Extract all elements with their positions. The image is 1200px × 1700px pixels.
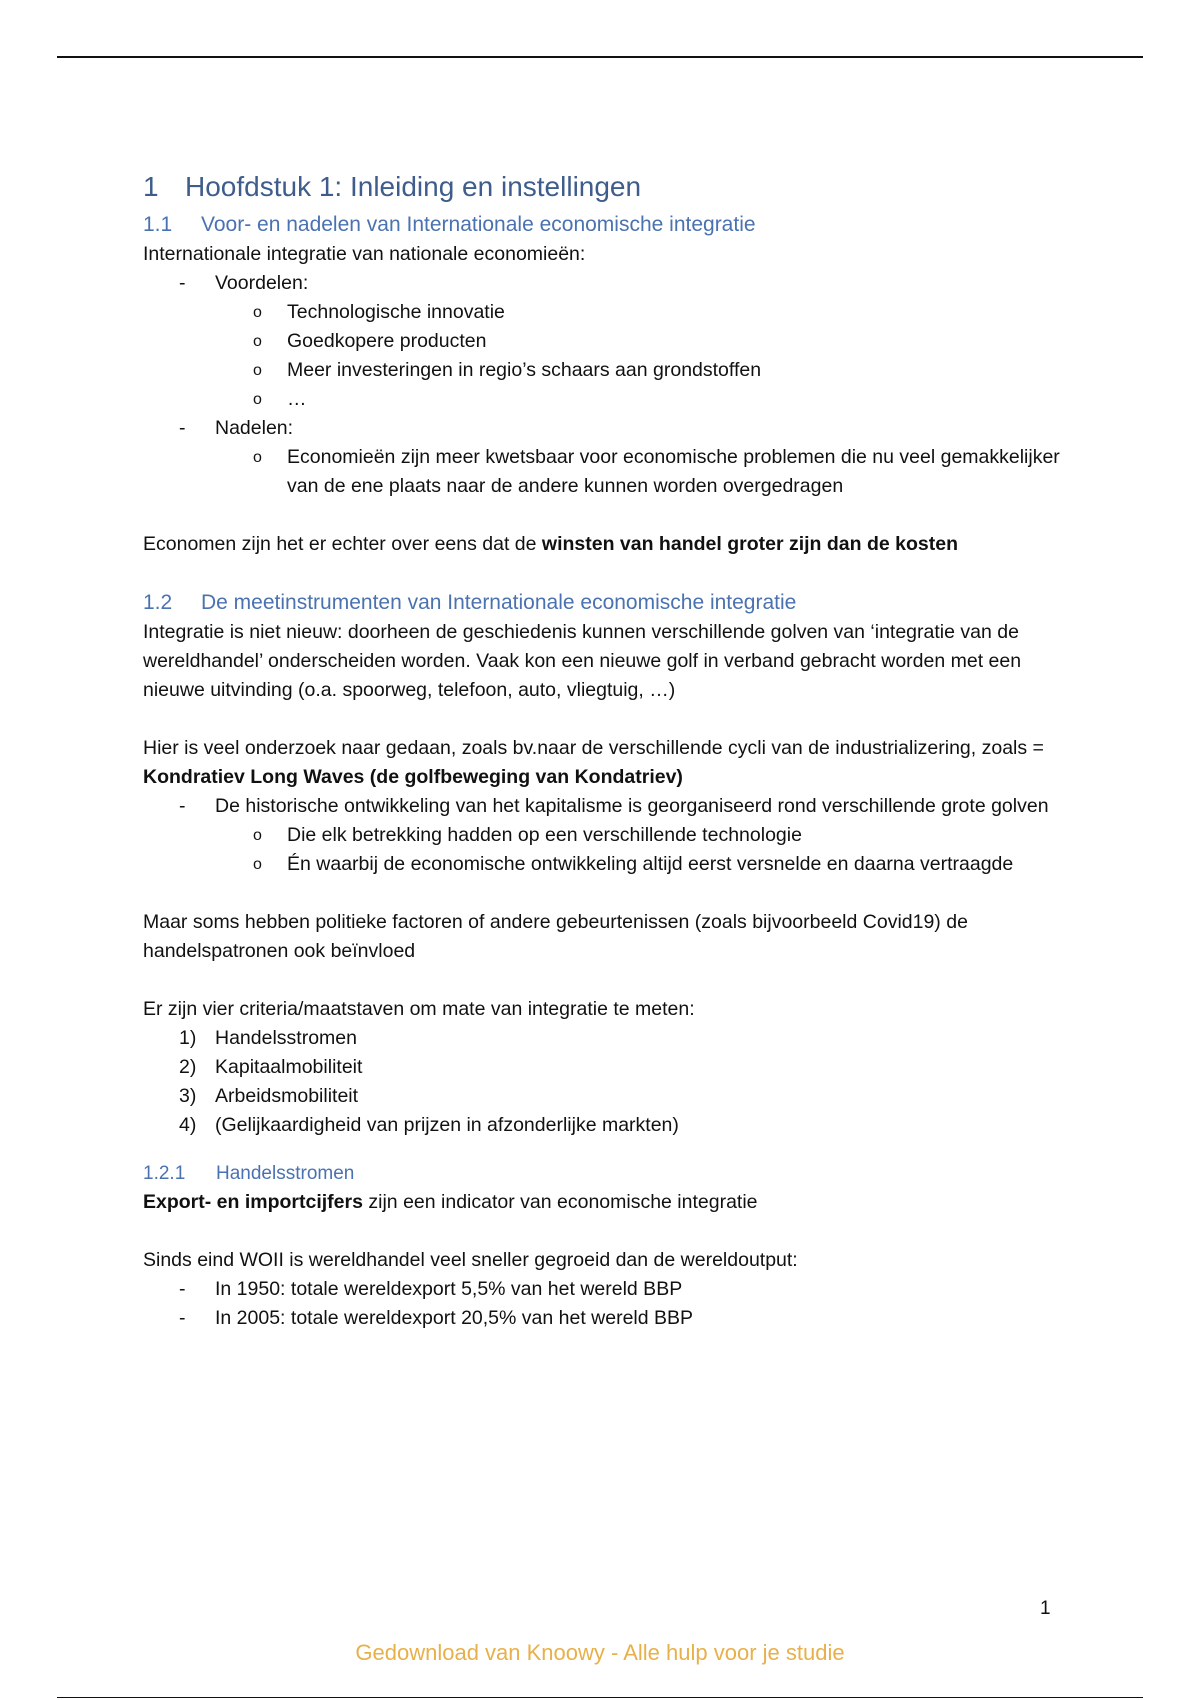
download-footer: Gedownload van Knoowy - Alle hulp voor je studie xyxy=(355,1640,845,1665)
paragraph: Export- en importcijfers zijn een indicator van economische integratie xyxy=(143,1191,758,1213)
list-item: o Én waarbij de economische ontwikkeling altijd eerst versnelde en daarna vertraagde xyxy=(253,853,1014,875)
dash-list xyxy=(143,414,1073,443)
conclusion-paragraph: Economen zijn het er echter over eens dat de winsten van handel groter zijn dan de kosten xyxy=(143,533,958,555)
sub-list-advantages xyxy=(143,298,1073,414)
chapter-heading: 1 Hoofdstuk 1: Inleiding en instellingen xyxy=(143,171,642,202)
dash-list xyxy=(143,792,1073,821)
list-item: o Goedkopere producten xyxy=(253,330,487,352)
page-content xyxy=(143,168,1073,1333)
paragraph: Er zijn vier criteria/maatstaven om mate van integratie te meten: xyxy=(143,998,695,1020)
list-item: - In 2005: totale wereldexport 20,5% van het wereld BBP xyxy=(179,1307,694,1329)
list-item: - In 1950: totale wereldexport 5,5% van het wereld BBP xyxy=(179,1278,683,1300)
list-item: o Technologische innovatie xyxy=(253,301,505,323)
list-item: o Die elk betrekking hadden op een verschillende technologie xyxy=(253,824,802,846)
list-item: o … xyxy=(253,388,307,410)
section-1-1-heading: 1.1 Voor- en nadelen van Internationale economische integratie xyxy=(143,213,756,236)
paragraph: Hier is veel onderzoek naar gedaan, zoals bv.naar de verschillende cycli van de industrializering, zoals = Kondratiev Long Waves (de golfbeweging van Kondatriev) xyxy=(143,737,1044,788)
paragraph: Sinds eind WOII is wereldhandel veel sneller gegroeid dan de wereldoutput: xyxy=(143,1249,798,1271)
criteria-list xyxy=(143,1024,1073,1140)
header-rule xyxy=(57,56,1143,58)
list-item: 4) (Gelijkaardigheid van prijzen in afzonderlijke markten) xyxy=(179,1114,679,1136)
section-1-2-heading: 1.2 De meetinstrumenten van Internationale economische integratie xyxy=(143,591,797,614)
list-item: 3) Arbeidsmobiliteit xyxy=(179,1085,359,1107)
list-item: 2) Kapitaalmobiliteit xyxy=(179,1056,363,1078)
footer-rule xyxy=(57,1697,1143,1698)
paragraph: Internationale integratie van nationale economieën: xyxy=(143,243,586,265)
list-item: - Nadelen: xyxy=(179,417,294,439)
dash-list xyxy=(143,1275,1073,1333)
list-item: o Economieën zijn meer kwetsbaar voor economische problemen die nu veel gemakkelijker van de ene plaats naar de andere kunnen worden overgedragen xyxy=(253,446,1060,497)
paragraph: Maar soms hebben politieke factoren of andere gebeurtenissen (zoals bijvoorbeeld Covid19) de handelspatronen ook beïnvloed xyxy=(143,911,968,962)
list-item: o Meer investeringen in regio’s schaars aan grondstoffen xyxy=(253,359,762,381)
list-item: - De historische ontwikkeling van het kapitalisme is georganiseerd rond verschillende grote golven xyxy=(179,795,1049,817)
page-number: 1 xyxy=(1040,1598,1051,1619)
list-item: 1) Handelsstromen xyxy=(179,1027,357,1049)
dash-list xyxy=(143,269,1073,298)
section-1-2-1-heading: 1.2.1 Handelsstromen xyxy=(143,1163,355,1184)
paragraph: Integratie is niet nieuw: doorheen de geschiedenis kunnen verschillende golven van ‘integratie van de wereldhandel’ onderscheiden worden. Vaak kon een nieuwe golf in verband gebracht worden met een nieuwe uitvinding (o.a. spoorweg, telefoon, auto, vliegtuig, …) xyxy=(143,621,1022,701)
sub-list xyxy=(143,821,1073,879)
sub-list-disadvantages xyxy=(143,443,1073,501)
list-item: - Voordelen: xyxy=(179,272,309,294)
